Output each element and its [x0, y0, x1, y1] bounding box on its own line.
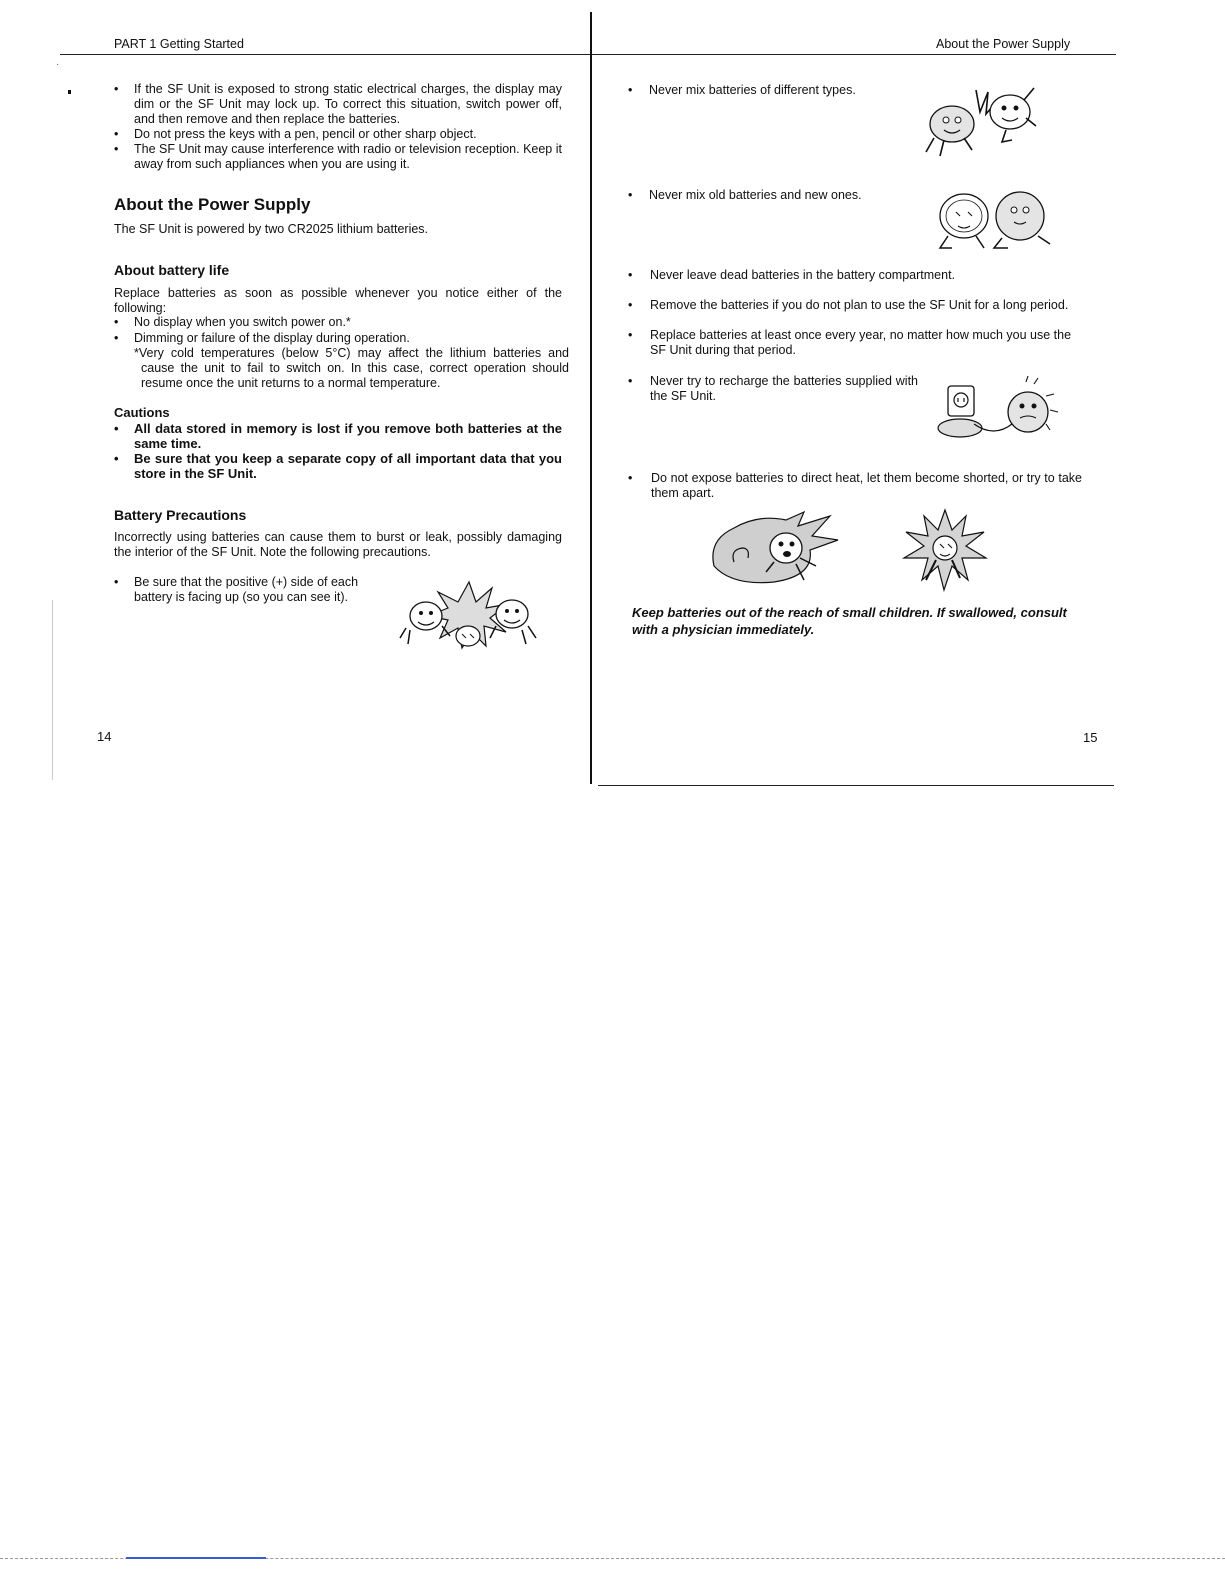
precaution-bullet: • Be sure that the positive (+) side of each battery is facing up (so you can see it).: [114, 575, 359, 604]
battery-life-bullet-2: • Dimming or failure of the display during operation.: [114, 331, 410, 345]
intro-bullet-1: • If the SF Unit is exposed to strong static electrical charges, the display may dim or the SF Unit may lock up. To correct this situation, switch power off, and then remove and then replace the batteries.: [114, 82, 562, 126]
caution-bullet-1: • All data stored in memory is lost if you remove both batteries at the same time.: [114, 421, 562, 451]
left-header-rule: [60, 54, 590, 55]
right-bullet-1: • Never mix batteries of different types.: [628, 83, 856, 97]
burst-star-icon: [902, 508, 988, 592]
charger-plug-icon: [934, 372, 1064, 442]
battery-life-bullet-1: • No display when you switch power on.*: [114, 315, 351, 329]
scan-dot: [68, 90, 71, 94]
battery-cartoon-icon: [928, 186, 1056, 254]
flame-icon: [704, 506, 844, 588]
children-warning: Keep batteries out of the reach of small children. If swallowed, consult with a physician immediately.: [632, 605, 1067, 637]
binding-edge: [52, 600, 53, 780]
caution-bullet-2: • Be sure that you keep a separate copy of all important data that you store in the SF Unit.: [114, 451, 562, 481]
right-header-rule: [592, 54, 1116, 55]
battery-life-note: *Very cold temperatures (below 5°C) may affect the lithium batteries and cause the unit to fail to switch on. In this case, correct operation should resume once the unit returns to a normal temperature.: [134, 346, 569, 390]
scan-edge-mark: [126, 1557, 266, 1559]
right-bullet-6: • Never try to recharge the batteries supplied with the SF Unit.: [628, 374, 918, 403]
right-bullet-5: • Replace batteries at least once every year, no matter how much you use the SF Unit during that period.: [628, 328, 1072, 357]
section-intro: The SF Unit is powered by two CR2025 lithium batteries.: [114, 222, 429, 236]
right-bullet-4: • Remove the batteries if you do not plan to use the SF Unit for a long period.: [628, 298, 1069, 312]
intro-bullet-3: • The SF Unit may cause interference with radio or television reception. Keep it away from such appliances when you are using it.: [114, 142, 562, 171]
battery-life-intro: Replace batteries as soon as possible whenever you notice either of the following:: [114, 286, 562, 315]
right-bullet-2: • Never mix old batteries and new ones.: [628, 188, 862, 202]
right-page-number: 15: [1083, 730, 1098, 745]
battery-life-title: About battery life: [114, 262, 230, 278]
section-title: About the Power Supply: [114, 195, 311, 214]
precautions-title: Battery Precautions: [114, 507, 247, 523]
left-header: PART 1 Getting Started: [114, 37, 244, 51]
precautions-intro: Incorrectly using batteries can cause them to burst or leak, possibly damaging the interior of the SF Unit. Note the following precautions.: [114, 530, 562, 559]
right-header: About the Power Supply: [936, 37, 1071, 51]
battery-cartoon-icon: [920, 78, 1040, 162]
cautions-title: Cautions: [114, 405, 170, 420]
intro-bullet-2: • Do not press the keys with a pen, pencil or other sharp object.: [114, 127, 477, 141]
right-bullet-3: • Never leave dead batteries in the battery compartment.: [628, 268, 956, 282]
scan-mark: ·: [56, 59, 60, 70]
left-page-number: 14: [97, 729, 112, 744]
right-footer-rule: [598, 785, 1114, 786]
right-bullet-7: • Do not expose batteries to direct heat, let them become shorted, or try to take them apart.: [628, 471, 1082, 500]
page-spine: [590, 12, 592, 784]
burst-star-icon: [396, 578, 542, 650]
